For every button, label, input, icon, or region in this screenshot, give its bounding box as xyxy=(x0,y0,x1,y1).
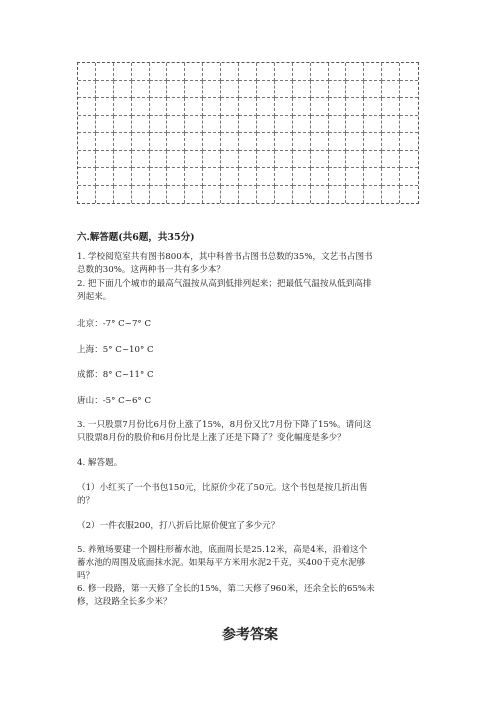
question-6-line-2: 修，这段路全长多少米？ xyxy=(77,597,172,607)
city-beijing: 北京：-7° C~7° C xyxy=(77,319,152,329)
grid-cell xyxy=(132,63,150,81)
question-5-line-2: 蓄水池的周围及底面抹水泥。如果每平方米用水泥2千克，买400千克水泥够 xyxy=(77,558,366,568)
grid-cell xyxy=(364,168,382,186)
grid-cell xyxy=(293,81,311,99)
grid-cell xyxy=(132,116,150,134)
grid-cell xyxy=(257,98,275,116)
grid-cell xyxy=(167,81,185,99)
grid-cell xyxy=(400,98,418,116)
grid-cell xyxy=(364,98,382,116)
grid-cell xyxy=(203,186,221,204)
grid-cell xyxy=(311,168,329,186)
grid-cell xyxy=(239,63,257,81)
grid-cell xyxy=(132,168,150,186)
grid-cell xyxy=(364,151,382,169)
city-tangshan: 唐山：-5° C~6° C xyxy=(77,396,152,406)
grid-cell xyxy=(114,186,132,204)
grid-cell xyxy=(132,98,150,116)
grid-cell xyxy=(346,116,364,134)
grid-cell xyxy=(203,116,221,134)
grid-cell xyxy=(185,116,203,134)
city-shanghai: 上海：5° C~10° C xyxy=(77,345,154,355)
question-1-line-2: 总数的30%。这两种书一共有多少本？ xyxy=(77,265,226,275)
grid-cell xyxy=(364,133,382,151)
question-5-line-1: 5. 养殖场要建一个圆柱形蓄水池，底面周长是25.12米，高是4米，沿着这个 xyxy=(77,545,368,555)
grid-cell xyxy=(150,116,168,134)
grid-cell xyxy=(78,151,96,169)
grid-cell xyxy=(311,133,329,151)
question-4-sub-1-line-2: 的？ xyxy=(77,496,95,506)
grid-cell xyxy=(221,133,239,151)
grid-cell xyxy=(221,186,239,204)
grid-cell xyxy=(364,63,382,81)
grid-cell xyxy=(400,133,418,151)
grid-cell xyxy=(382,186,400,204)
question-5-line-3: 吗？ xyxy=(77,571,95,581)
grid-cell xyxy=(329,151,347,169)
grid-cell xyxy=(185,151,203,169)
grid-cell xyxy=(329,116,347,134)
grid-cell xyxy=(400,81,418,99)
grid-cell xyxy=(382,133,400,151)
question-3-line-1: 3. 一只股票7月份比6月份上涨了15%，8月份又比7月份下降了15%。请问这 xyxy=(77,420,372,430)
grid-cell xyxy=(257,168,275,186)
grid-cell xyxy=(150,63,168,81)
grid-cell xyxy=(114,116,132,134)
grid-cell xyxy=(382,168,400,186)
grid-cell xyxy=(311,116,329,134)
grid-cell xyxy=(275,133,293,151)
grid-cell xyxy=(275,151,293,169)
grid-cell xyxy=(114,98,132,116)
grid-cell xyxy=(96,133,114,151)
grid-cell xyxy=(185,98,203,116)
question-6-line-1: 6. 修一段路，第一天修了全长的15%，第二天修了960米，还余全长的65%未 xyxy=(77,584,375,594)
grid-cell xyxy=(167,133,185,151)
grid-cell xyxy=(239,81,257,99)
grid-cell xyxy=(150,98,168,116)
grid-cell xyxy=(311,186,329,204)
grid-cell xyxy=(346,63,364,81)
grid-cell xyxy=(185,81,203,99)
grid-cell xyxy=(114,168,132,186)
grid-cell xyxy=(78,98,96,116)
grid-cell xyxy=(275,63,293,81)
grid-cell xyxy=(257,81,275,99)
grid-cell xyxy=(364,186,382,204)
city-chengdu: 成都：8° C~11° C xyxy=(77,370,154,380)
grid-cell xyxy=(150,186,168,204)
grid-cell xyxy=(96,151,114,169)
grid-cell xyxy=(293,116,311,134)
grid-cell xyxy=(167,151,185,169)
grid-cell xyxy=(221,151,239,169)
grid-cell xyxy=(78,133,96,151)
grid-cell xyxy=(275,98,293,116)
grid-cell xyxy=(150,151,168,169)
question-1-line-1: 1. 学校阅览室共有图书800本，其中科普书占图书总数的35%，文艺书占图书 xyxy=(77,252,373,262)
grid-cell xyxy=(364,116,382,134)
grid-cell xyxy=(364,81,382,99)
grid-cell xyxy=(275,81,293,99)
grid-cell xyxy=(293,63,311,81)
grid-cell xyxy=(150,168,168,186)
grid-cell xyxy=(346,81,364,99)
grid-cell xyxy=(382,63,400,81)
grid-cell xyxy=(329,133,347,151)
grid-cell xyxy=(275,168,293,186)
grid-cell xyxy=(203,98,221,116)
grid-cell xyxy=(203,168,221,186)
grid-cell xyxy=(221,63,239,81)
grid-cell xyxy=(167,98,185,116)
grid-cell xyxy=(96,186,114,204)
grid-cell xyxy=(329,63,347,81)
grid-cell xyxy=(132,81,150,99)
grid-cell xyxy=(346,98,364,116)
answers-heading: 参考答案 xyxy=(222,627,278,643)
grid-cell xyxy=(311,81,329,99)
grid-cell xyxy=(185,133,203,151)
grid-cell xyxy=(96,63,114,81)
grid-cell xyxy=(275,186,293,204)
grid-cell xyxy=(203,81,221,99)
grid-cell xyxy=(257,63,275,81)
grid-cell xyxy=(96,81,114,99)
grid-cell xyxy=(257,116,275,134)
grid-cell xyxy=(78,116,96,134)
question-3-line-2: 只股票8月份的股价和6月份比是上涨了还是下降了？变化幅度是多少？ xyxy=(77,433,346,443)
grid-cell xyxy=(400,151,418,169)
grid-cell xyxy=(221,98,239,116)
grid-cell xyxy=(293,168,311,186)
grid-cell xyxy=(400,63,418,81)
question-2-line-1: 2. 把下面几个城市的最高气温按从高到低排列起来；把最低气温按从低到高排 xyxy=(77,279,372,289)
grid-cell xyxy=(114,151,132,169)
grid-cell xyxy=(311,151,329,169)
grid-cell xyxy=(167,116,185,134)
question-2-line-2: 列起来。 xyxy=(77,292,112,302)
grid-cell xyxy=(203,151,221,169)
grid-cell xyxy=(132,151,150,169)
grid-cell xyxy=(346,151,364,169)
grid-cell xyxy=(167,186,185,204)
grid-cell xyxy=(293,186,311,204)
grid-cell xyxy=(382,151,400,169)
grid-cell xyxy=(96,168,114,186)
grid-cell xyxy=(167,168,185,186)
grid-cell xyxy=(275,116,293,134)
grid-cell xyxy=(400,116,418,134)
grid-cell xyxy=(311,98,329,116)
grid-cell xyxy=(400,186,418,204)
grid-cell xyxy=(114,63,132,81)
grid-cell xyxy=(239,116,257,134)
question-4-sub-1-line-1: （1）小红买了一个书包150元，比原价少花了50元。这个书包是按几折出售 xyxy=(77,483,368,493)
grid-cell xyxy=(329,98,347,116)
grid-cell xyxy=(239,98,257,116)
grid-cell xyxy=(150,81,168,99)
grid-cell xyxy=(346,133,364,151)
grid-cell xyxy=(257,151,275,169)
grid-cell xyxy=(257,133,275,151)
section-title: 六.解答题(共6题，共35分) xyxy=(77,232,195,243)
grid-cell xyxy=(311,63,329,81)
grid-cell xyxy=(293,98,311,116)
grid-cell xyxy=(382,81,400,99)
grid-cell xyxy=(114,81,132,99)
grid-cell xyxy=(96,98,114,116)
grid-cell xyxy=(239,186,257,204)
grid-cell xyxy=(78,81,96,99)
grid-cell xyxy=(185,186,203,204)
grid-cell xyxy=(239,151,257,169)
question-4-title: 4. 解答题。 xyxy=(77,458,123,468)
grid-cell xyxy=(382,116,400,134)
grid-cell xyxy=(329,186,347,204)
grid-cell xyxy=(114,133,132,151)
grid-cell xyxy=(78,63,96,81)
grid-cell xyxy=(78,186,96,204)
grid-cell xyxy=(78,168,96,186)
grid-cell xyxy=(346,168,364,186)
grid-cell xyxy=(346,186,364,204)
grid-cell xyxy=(167,63,185,81)
grid-cell xyxy=(400,168,418,186)
grid-cell xyxy=(221,168,239,186)
grid-cell xyxy=(185,168,203,186)
grid-cell xyxy=(185,63,203,81)
grid-cell xyxy=(203,133,221,151)
grid-cell xyxy=(293,133,311,151)
grid-cell xyxy=(239,168,257,186)
grid-cell xyxy=(293,151,311,169)
grid-cell xyxy=(150,133,168,151)
question-4-sub-2: （2）一件衣服200，打八折后比原价便宜了多少元？ xyxy=(77,521,280,531)
grid-cell xyxy=(132,133,150,151)
grid-cell xyxy=(239,133,257,151)
grid-cell xyxy=(257,186,275,204)
answer-grid xyxy=(77,62,419,204)
grid-cell xyxy=(203,63,221,81)
grid-cell xyxy=(329,81,347,99)
grid-cell xyxy=(221,116,239,134)
grid-cell xyxy=(382,98,400,116)
grid-cell xyxy=(329,168,347,186)
grid-cell xyxy=(132,186,150,204)
grid-cell xyxy=(96,116,114,134)
grid-cell xyxy=(221,81,239,99)
